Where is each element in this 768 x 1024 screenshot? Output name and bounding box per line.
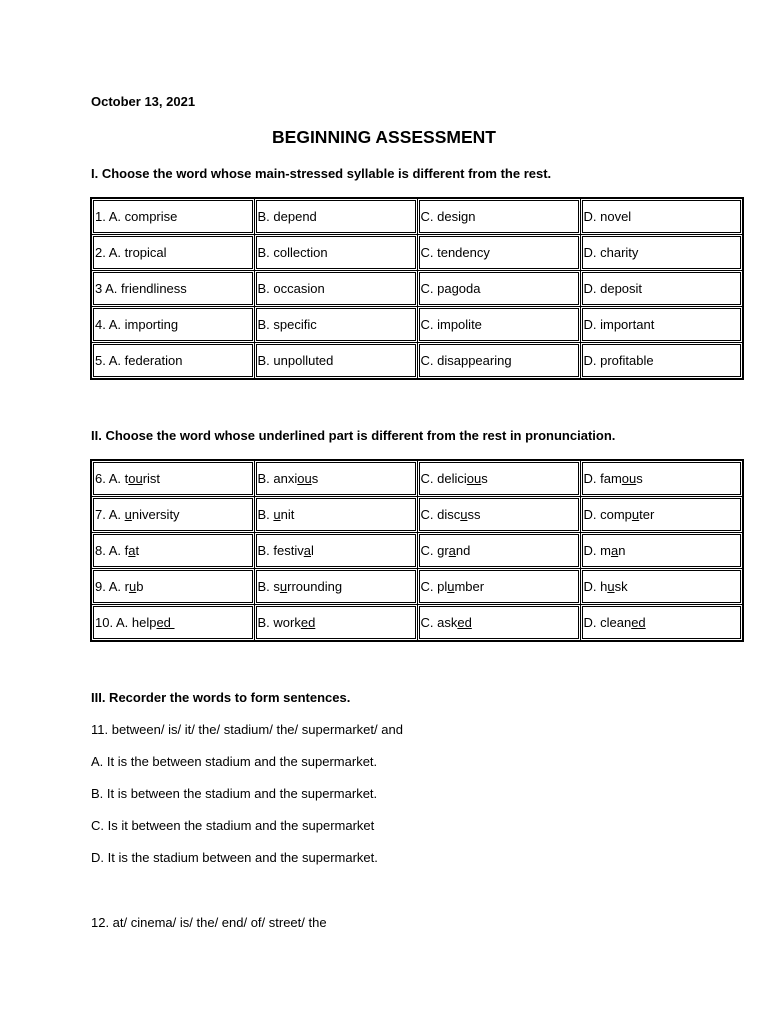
answer-option: [580, 605, 743, 642]
option-text-prefix: C. disc: [420, 507, 461, 522]
answer-option: D. important: [580, 307, 743, 343]
option-text-prefix: D. comp: [583, 507, 632, 522]
table-row: [91, 533, 743, 569]
answer-option: 5. A. federation: [91, 343, 254, 380]
table-row: [91, 343, 743, 380]
answer-option: 4. A. importing: [91, 307, 254, 343]
option-text-prefix: 10. A. help: [95, 615, 157, 630]
answer-option: D. profitable: [580, 343, 743, 380]
option-text-suffix: s: [636, 471, 643, 486]
table-row: [91, 307, 743, 343]
answer-option: D. deposit: [580, 271, 743, 307]
underlined-part: u: [273, 507, 281, 522]
answer-option: [254, 460, 417, 497]
option-text-prefix: B. work: [257, 615, 301, 630]
answer-option: [91, 569, 254, 605]
underlined-part: ed: [300, 615, 316, 630]
option-text-prefix: 9. A. r: [95, 579, 129, 594]
underlined-part: ed: [631, 615, 646, 630]
answer-option: 3 A. friendliness: [91, 271, 254, 307]
answer-option: [417, 569, 580, 605]
table-row: [91, 569, 743, 605]
answer-option: [417, 497, 580, 533]
answer-option: [91, 605, 254, 642]
option-text-suffix: s: [481, 471, 488, 486]
answer-option: B. specific: [254, 307, 417, 343]
option-text-suffix: ter: [639, 507, 655, 522]
answer-option: [580, 497, 743, 533]
option-text-prefix: 8. A. f: [95, 543, 129, 558]
underlined-part: u: [124, 507, 132, 522]
section-1-heading: I. Choose the word whose main-stressed syllable is different from the rest.: [91, 166, 552, 181]
option-text-suffix: b: [136, 579, 144, 594]
option-text-suffix: rist: [142, 471, 161, 486]
answer-option: D. novel: [580, 198, 743, 235]
table-row: [91, 605, 743, 642]
pronunciation-question-table: [90, 459, 744, 642]
answer-option: [254, 569, 417, 605]
option-text-prefix: D. m: [583, 543, 611, 558]
answer-option: C. disappearing: [417, 343, 580, 380]
underlined-part: ou: [466, 471, 482, 486]
option-text-prefix: D. h: [583, 579, 608, 594]
option-text-suffix: nd: [455, 543, 471, 558]
answer-option: C. tendency: [417, 235, 580, 271]
option-text-suffix: t: [135, 543, 140, 558]
answer-option: 2. A. tropical: [91, 235, 254, 271]
answer-option: B. occasion: [254, 271, 417, 307]
answer-option: [417, 605, 580, 642]
section-3-heading: III. Recorder the words to form sentences.: [91, 690, 351, 705]
answer-option: [91, 497, 254, 533]
question-12-prompt: 12. at/ cinema/ is/ the/ end/ of/ street/ the: [91, 915, 327, 930]
table-row: [91, 460, 743, 497]
underlined-part: a: [610, 543, 619, 558]
answer-option: [91, 533, 254, 569]
option-text-suffix: rrounding: [287, 579, 343, 594]
question-11-option-c: C. Is it between the stadium and the supermarket: [91, 818, 375, 833]
answer-option: C. pagoda: [417, 271, 580, 307]
table-row: [91, 271, 743, 307]
option-text-suffix: n: [618, 543, 626, 558]
option-text-suffix: niversity: [131, 507, 180, 522]
question-11-option-a: A. It is the between stadium and the supermarket.: [91, 754, 378, 769]
option-text-prefix: D. clean: [583, 615, 632, 630]
answer-option: B. collection: [254, 235, 417, 271]
underlined-part: u: [279, 579, 288, 594]
answer-option: [254, 533, 417, 569]
underlined-part: ou: [128, 471, 143, 486]
option-text-suffix: nit: [280, 507, 295, 522]
table-row: [91, 198, 743, 235]
option-text-prefix: B. anxi: [257, 471, 298, 486]
underlined-part: u: [607, 579, 615, 594]
underlined-part: a: [303, 543, 311, 558]
option-text-prefix: C. gr: [420, 543, 449, 558]
option-text-prefix: D. fam: [583, 471, 622, 486]
option-text-suffix: l: [310, 543, 314, 558]
section-2-heading: II. Choose the word whose underlined part is different from the rest in pronunciation.: [91, 428, 616, 443]
answer-option: [254, 497, 417, 533]
underlined-part: u: [460, 507, 468, 522]
answer-option: [580, 569, 743, 605]
answer-option: D. charity: [580, 235, 743, 271]
document-title: BEGINNING ASSESSMENT: [272, 127, 496, 147]
question-11-option-b: B. It is between the stadium and the supermarket.: [91, 786, 378, 801]
stress-question-table: [90, 197, 744, 380]
underlined-part: u: [631, 507, 640, 522]
answer-option: [580, 533, 743, 569]
underlined-part: a: [448, 543, 456, 558]
option-text-suffix: sk: [614, 579, 628, 594]
option-text-prefix: C. pl: [420, 579, 448, 594]
option-text-prefix: B.: [257, 507, 274, 522]
answer-option: C. design: [417, 198, 580, 235]
option-text-prefix: 6. A. t: [95, 471, 129, 486]
option-text-prefix: 7. A.: [95, 507, 125, 522]
underlined-part: ed: [457, 615, 472, 630]
option-text-suffix: s: [311, 471, 319, 486]
answer-option: [254, 605, 417, 642]
answer-option: 1. A. comprise: [91, 198, 254, 235]
underlined-part: u: [128, 579, 137, 594]
option-text-suffix: mber: [454, 579, 485, 594]
answer-option: [91, 460, 254, 497]
underlined-part: ed: [156, 615, 175, 630]
option-text-prefix: C. delici: [420, 471, 467, 486]
answer-option: [417, 533, 580, 569]
answer-option: [580, 460, 743, 497]
underlined-part: ou: [621, 471, 637, 486]
option-text-prefix: B. s: [257, 579, 280, 594]
underlined-part: u: [447, 579, 455, 594]
question-11-prompt: 11. between/ is/ it/ the/ stadium/ the/ supermarket/ and: [91, 722, 403, 737]
underlined-part: ou: [297, 471, 312, 486]
option-text-prefix: C. ask: [420, 615, 458, 630]
option-text-suffix: ss: [467, 507, 481, 522]
answer-option: C. impolite: [417, 307, 580, 343]
document-date: October 13, 2021: [91, 94, 196, 109]
answer-option: B. unpolluted: [254, 343, 417, 380]
question-11-option-d: D. It is the stadium between and the supermarket.: [91, 850, 378, 865]
answer-option: [417, 460, 580, 497]
answer-option: B. depend: [254, 198, 417, 235]
table-row: [91, 497, 743, 533]
table-row: [91, 235, 743, 271]
option-text-prefix: B. festiv: [257, 543, 304, 558]
underlined-part: a: [128, 543, 136, 558]
